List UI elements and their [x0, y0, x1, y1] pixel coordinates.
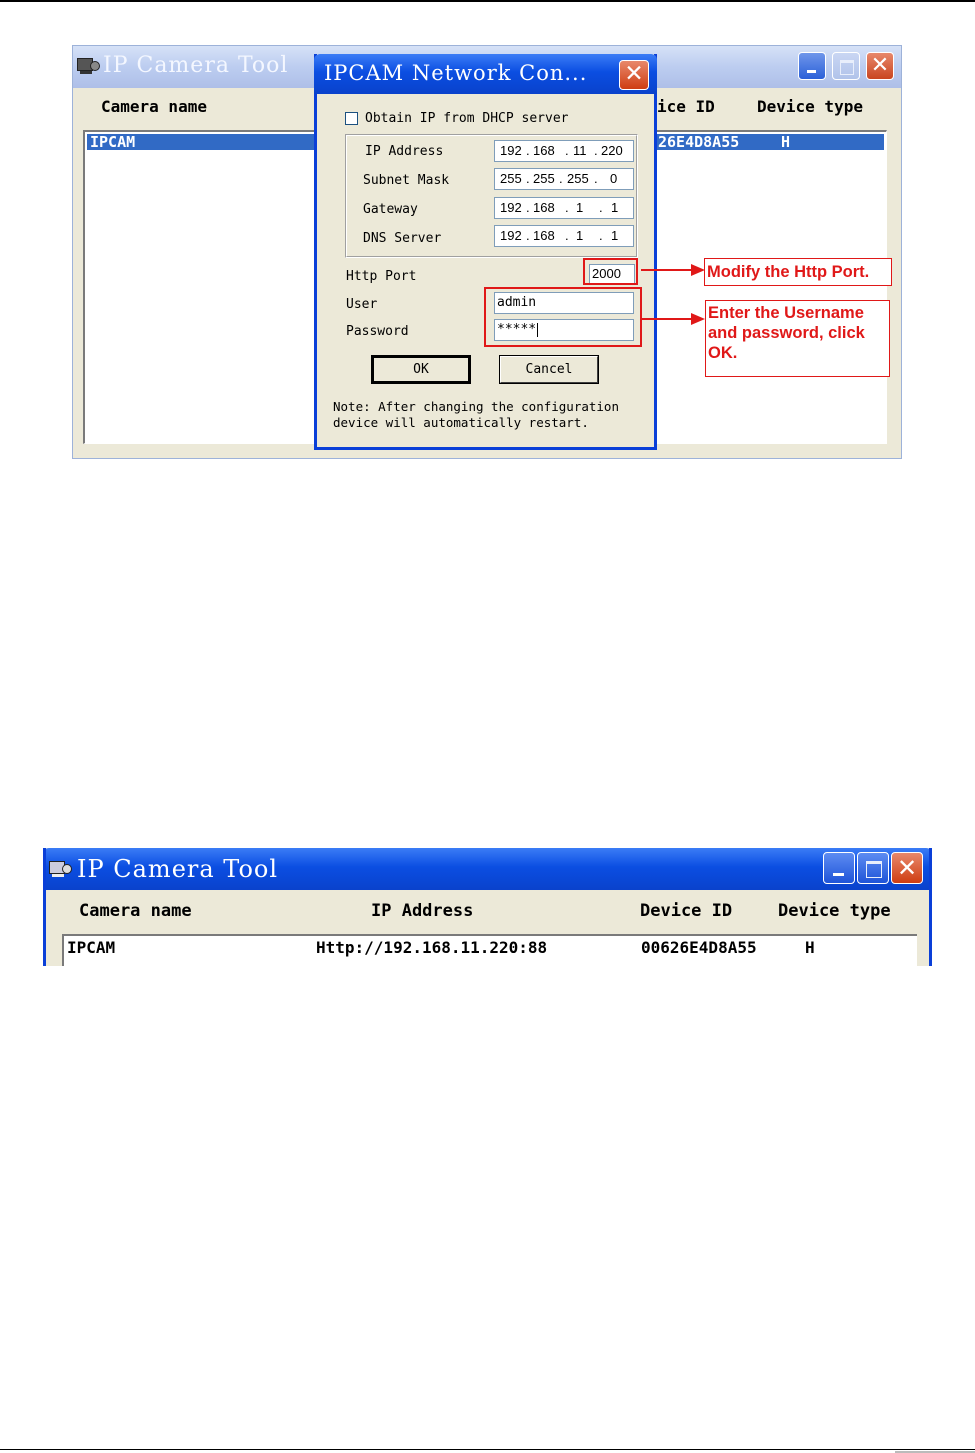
password-mask: ***** [497, 322, 537, 337]
close-button[interactable] [891, 852, 923, 884]
dialog-close-button[interactable] [619, 60, 649, 90]
camera-list[interactable] [62, 934, 917, 966]
cell-camera-name: IPCAM [67, 938, 116, 957]
password-label: Password [346, 324, 409, 339]
port-arrow-line [641, 269, 693, 271]
cell-camera-name: IPCAM [90, 133, 136, 151]
http-port-highlight-box [583, 258, 638, 285]
note-line-2: device will automatically restart. [333, 415, 589, 430]
credentials-callout-line-1: Enter the Username [708, 304, 864, 322]
column-header-device-type[interactable]: Device type [757, 97, 863, 116]
user-label: User [346, 297, 378, 312]
dialog-titlebar[interactable] [314, 54, 657, 94]
maximize-icon [840, 60, 854, 75]
minimize-button[interactable] [798, 52, 826, 80]
cell-ip-address[interactable]: Http://192.168.11.220:88 [316, 938, 548, 957]
restart-note [333, 399, 643, 431]
cell-device-type: H [805, 938, 815, 957]
column-header-device-id[interactable]: ice ID [657, 97, 715, 116]
dns-octet-4: 1 [611, 228, 619, 243]
cell-device-id: 00626E4D8A55 [641, 938, 757, 957]
dhcp-label: Obtain IP from DHCP server [365, 111, 569, 126]
gateway-octet-4: 1 [611, 200, 619, 215]
dns-octet-1: 192 [500, 228, 522, 243]
dns-octet-3: 1 [576, 228, 584, 243]
column-header-ip-address[interactable]: IP Address [371, 901, 474, 921]
http-port-input[interactable]: 2000 [589, 264, 635, 284]
port-callout: Modify the Http Port. [704, 258, 892, 286]
note-line-1: Note: After changing the configuration [333, 399, 619, 414]
credentials-callout-line-3: OK. [708, 344, 738, 362]
column-header-camera-name[interactable]: Camera name [101, 97, 207, 116]
column-header-device-type[interactable]: Device type [778, 901, 891, 921]
minimize-icon [833, 873, 844, 876]
cell-device-id: 26E4D8A55 [658, 133, 740, 151]
credentials-arrow-head [691, 313, 705, 325]
page-bottom-rule [0, 1449, 975, 1450]
mask-octet-2: 255 [533, 171, 555, 186]
dns-server-label: DNS Server [363, 231, 442, 246]
column-header-camera-name[interactable]: Camera name [79, 901, 192, 921]
cancel-button[interactable]: Cancel [500, 356, 598, 383]
gateway-field[interactable]: 192 . 168 . 1 . 1 [494, 197, 634, 219]
maximize-icon [866, 861, 882, 878]
camera-app-icon [77, 56, 99, 74]
maximize-button[interactable] [857, 852, 889, 884]
ip-octet-4: 220 [601, 143, 623, 158]
gateway-label: Gateway [363, 202, 418, 217]
minimize-icon [807, 70, 816, 73]
maximize-button[interactable] [832, 52, 860, 80]
close-icon: ✕ [870, 53, 890, 78]
ip-camera-tool-window-active [43, 848, 932, 966]
close-icon: ✕ [624, 61, 644, 87]
ip-octet-2: 168 [533, 143, 555, 158]
column-header-device-id[interactable]: Device ID [640, 901, 733, 921]
window-title: IP Camera Tool [77, 855, 279, 883]
credentials-callout [705, 300, 890, 377]
dns-octet-2: 168 [533, 228, 555, 243]
page-top-rule [0, 0, 975, 2]
ip-address-label: IP Address [365, 144, 444, 159]
close-button[interactable] [866, 52, 894, 80]
network-config-dialog [314, 54, 657, 450]
close-icon: ✕ [896, 854, 918, 882]
subnet-mask-label: Subnet Mask [363, 173, 450, 188]
ip-octet-3: 11 [573, 143, 587, 158]
minimize-button[interactable] [823, 852, 855, 884]
window-titlebar[interactable] [43, 848, 932, 890]
credentials-arrow-line [641, 318, 693, 320]
user-input[interactable]: admin [494, 292, 634, 314]
dns-server-field[interactable]: 192 . 168 . 1 . 1 [494, 225, 634, 247]
mask-octet-3: 255 [567, 171, 589, 186]
table-row[interactable] [64, 936, 917, 958]
dhcp-checkbox[interactable] [345, 112, 358, 125]
subnet-mask-field[interactable]: 255 . 255 . 255 . 0 [494, 168, 634, 190]
gateway-octet-3: 1 [576, 200, 584, 215]
credentials-callout-line-2: and password, click [708, 324, 865, 342]
gateway-octet-2: 168 [533, 200, 555, 215]
dialog-title: IPCAM Network Con... [324, 61, 588, 85]
mask-octet-4: 0 [610, 171, 618, 186]
camera-app-icon [49, 859, 71, 877]
ok-button[interactable]: OK [372, 356, 470, 383]
gateway-octet-1: 192 [500, 200, 522, 215]
ip-address-field[interactable]: 192 . 168 . 11 . 220 [494, 140, 634, 162]
port-arrow-head [691, 264, 705, 276]
cell-device-type: H [781, 133, 791, 151]
window-title: IP Camera Tool [103, 53, 289, 78]
ip-octet-1: 192 [500, 143, 522, 158]
http-port-label: Http Port [346, 269, 417, 284]
credentials-highlight-box [484, 287, 642, 347]
mask-octet-1: 255 [500, 171, 522, 186]
